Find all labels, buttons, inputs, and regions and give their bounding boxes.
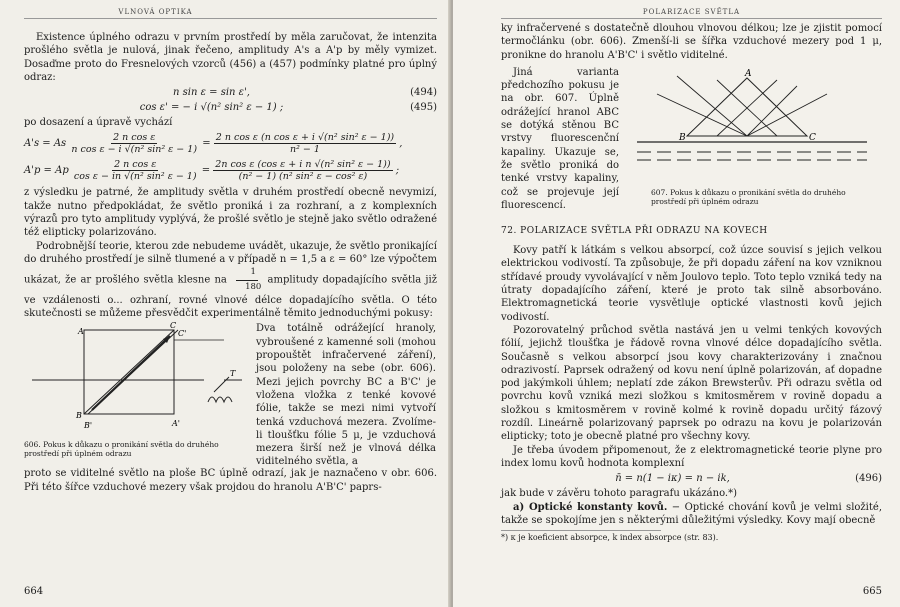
- left-para-3-fraction-bottom: 180: [245, 281, 262, 292]
- equation-as-frac-1-bottom: n cos ε − i √(n² sin² ε − 1): [71, 144, 198, 156]
- equation-496-expr: n̄ = n(1 − iκ) = n − ik,: [615, 473, 730, 485]
- equation-495: [24, 101, 437, 114]
- figure-607: [619, 66, 882, 212]
- figure-606-label-c: C: [170, 322, 177, 331]
- right-page-number: 665: [862, 586, 882, 597]
- equation-494: [24, 86, 437, 99]
- figure-606-side-text: Dva totálně odrážející hranoly, vybroušené z kamenné soli (mohou propouštět infračervené záření), jsou položeny na sebe (obr. 606). Mezi jejich povrchy BC a B'C' je vložena vložka z tenké kovové fólie, takže se mezi nimi vytvoří tenká vzduchová mezera. Zvolíme-li tloušťku fólie 5 μ, je vzduchová mezera širší než je vlnová délka viditelného světla, a: [256, 323, 436, 468]
- figure-606-label-b: B: [76, 411, 82, 421]
- figure-607-label-a: A: [745, 68, 752, 79]
- left-para-3b: prošlého světla klesne na: [95, 274, 227, 286]
- left-page-number: 664: [24, 586, 44, 597]
- figure-606-label-b-prime: B': [84, 421, 93, 431]
- figure-606: [24, 322, 437, 467]
- right-running-head: POLARIZACE SVĚTLA: [501, 8, 882, 19]
- right-para-2: Kovy patří k látkám s velkou absorpcí, což úzce souvisí s jejich velkou elektrickou vodivostí. Ta způsobuje, že při dopadu záření na kov vzniknou střídavé proudy vyvolávající v něm Joulovo teplo. Toto teplo vzniká tedy na útraty dopadajícího záření, které je proto tak silně absorbováno. Elektromagnetická teorie vysvětluje optické vlastnosti kovů jejich vodivostí.: [501, 245, 882, 323]
- equation-ap-frac-1-bottom: cos ε − in √(n² sin² ε − 1): [73, 171, 197, 183]
- figure-606-diagram: [24, 322, 254, 440]
- equation-ap-frac-2-bottom: (n² − 1) (n² sin² ε − cos² ε): [238, 171, 368, 183]
- right-para-6-text: − Optické chování kovů je velmi složité, takže se spokojíme jen s některými důležitými výsledky. Kovy mají obecně: [501, 501, 882, 526]
- equation-ap-frac-2: [213, 159, 392, 182]
- section-heading: 72. POLARIZACE SVĚTLA PŘI ODRAZU NA KOVECH: [501, 226, 768, 237]
- figure-607-label-c: C: [809, 132, 816, 143]
- left-para-3c: amplitudy dopadajícího světla již ve vzdálenosti o... ozhraní, rovné vlnové délce dopadajícího světla. O této skutečnosti se můžeme přesvědčit experimentálně těmito jednoduchými pokusy:: [24, 274, 437, 320]
- right-para-6-label: a) Optické konstanty kovů.: [513, 501, 668, 513]
- footnote: *) κ je koeficient absorpce, k index absorpce (str. 83).: [501, 530, 661, 543]
- equation-ap-lhs: A'p = Ap: [24, 165, 69, 177]
- left-para-3a: Podrobnější teorie, kterou zde nebudeme uvádět, ukazuje, že světlo pronikající do druhého prostředí je silně tlumené a v případě n = 1,5 a ε = 60° lze výpočtem ukázat, že ar: [24, 240, 437, 286]
- left-para-3: [24, 240, 437, 321]
- figure-607-caption: 607. Pokus k důkazu o pronikání světla do druhého prostředí při úplném odrazu: [651, 187, 846, 206]
- equation-as-frac-2-bottom: n² − 1: [289, 144, 320, 156]
- right-para-5: jak bude v závěru tohoto paragrafu ukázáno.*): [501, 488, 738, 500]
- right-para-4: Je třeba úvodem připomenout, že z elektromagnetické teorie plyne pro index lomu kovů hodnota komplexní: [501, 444, 882, 469]
- right-para-6: [501, 501, 882, 528]
- equation-496-number: (496): [855, 473, 882, 485]
- right-para-3: Pozorovatelný průchod světla nastává jen u velmi tenkých kovových fólií, jejichž tloušťka je řádově rovna vlnové délce dopadajícího světla. Současně s velkou absorpcí jsou kovy charakterizovány i značnou odrazivostí. Paprsek odražený od kovu není úplně polarizován, ať dopadne pod jakýmkoli úhlem; neplatí zde zákon Brewsterův. Při odrazu světla od povrchu kovů vzniká mezi složkou s kmitosměrem v rovině dopadu a složkou s kmitosměrem v rovině kolmé k rovině dopadu určitý fázový rozdíl. Lineárně polarizovaný paprsek po odrazu na kovu je polarizován elipticky; toto je obecně platné pro všechny kovy.: [501, 324, 882, 443]
- equation-as: A's = As $\frac{\text{2 n cos ε}}{\text{n cos ε − i √(n² sin² ε − 1)}}$ = $\frac{\text{2 n cos ε (n cos ε + i √(n² sin² ε − 1))}}{\text{n² − 1}}$ ,: [24, 132, 403, 156]
- equation-494-expr: n sin ε = sin ε',: [173, 87, 250, 99]
- left-para-3-fraction-top: 1: [236, 266, 257, 280]
- left-after-substitution: po dosazení a úpravě vychází: [24, 117, 173, 129]
- equation-as-frac-2-top: 2 n cos ε (n cos ε + i √(n² sin² ε − 1)): [215, 132, 395, 144]
- equation-as-frac-2: [214, 132, 396, 155]
- right-page: [453, 0, 900, 607]
- figure-606-caption: 606. Pokus k důkazu o pronikání světla do druhého prostředí při úplném odrazu: [24, 440, 219, 459]
- equation-ap-frac-1: [72, 159, 199, 182]
- figure-606-label-c-prime: C': [178, 329, 187, 339]
- equation-as-frac-1-top: 2 n cos ε: [113, 132, 156, 144]
- left-para-1: Existence úplného odrazu v prvním prostředí by měla zaručovat, že intenzita prošlého světla je nulová, jinak řečeno, amplitudy A's a A'p by měly vymizet. Dosaďme proto do Fresnelových vzorců (456) a (457) podmínky platné pro úplný odraz:: [24, 32, 437, 83]
- left-para-3-fraction: [231, 266, 263, 294]
- equation-as-frac-1: [69, 132, 199, 155]
- figure-607-side-text: Jiná varianta předchozího pokusu je na obr. 607. Úplně odrážející hranol ABC se dotýká stěnou BC vrstvy fluorescenční kapaliny. Ukazuje se, že světlo proniká do tenké vrstvy kapaliny, což se projevuje její fluorescencí.: [501, 66, 619, 211]
- equation-495-expr: cos ε' = − i √(n² sin² ε − 1) ;: [139, 102, 284, 114]
- figure-606-label-t: T: [230, 369, 236, 379]
- equation-as-lhs: A's = As: [24, 138, 67, 150]
- figure-606-label-a-prime: A': [172, 419, 180, 429]
- left-running-head: VLNOVÁ OPTIKA: [24, 8, 437, 19]
- equation-495-number: (495): [410, 102, 437, 114]
- equation-ap-frac-1-top: 2 n cos ε: [114, 159, 157, 171]
- equation-496: [501, 472, 882, 485]
- figure-607-block: [501, 66, 882, 212]
- figure-606-label-a: A: [78, 327, 84, 337]
- left-para-4: proto se viditelné světlo na ploše BC úplně odrazí, jak je naznačeno v obr. 606. Při této šířce vzduchové mezery však projdou do hranolu A'B'C' paprs-: [24, 468, 437, 493]
- equation-ap-frac-2-top: 2n cos ε (cos ε + i n √(n² sin² ε − 1)): [215, 159, 391, 171]
- left-para-2: z výsledku je patrné, že amplitudy světla v druhém prostředí obecně nevymizí, takže nutno předpokládat, že světlo proniká i za rozhraní, a z komplexních výrazů pro tyto amplitudy vyplývá, že prošlé světlo je stejně jako světlo odražené též elipticky polarizováno.: [24, 187, 437, 239]
- figure-607-label-b: B: [679, 132, 686, 143]
- equation-ap: A'p = Ap $\frac{\text{2 n cos ε}}{\text{cos ε − in √(n² sin² ε − 1)}}$ = $\frac{\text{2n cos ε (cos ε + i n √(n² sin² ε − 1))}}{\text{(n² − 1) (n² sin² ε − cos² ε)}}$ ;: [24, 159, 400, 183]
- equation-494-number: (494): [410, 87, 437, 99]
- right-para-1: ky infračervené s dostatečně dlouhou vlnovou délkou; lze je zjistit pomocí termočlánku (obr. 606). Zmenší-li se šířka vzduchové mezery pod 1 μ, pronikne do hranolu A'B'C' i světlo viditelné.: [501, 23, 882, 61]
- figure-607-diagram: [627, 66, 877, 184]
